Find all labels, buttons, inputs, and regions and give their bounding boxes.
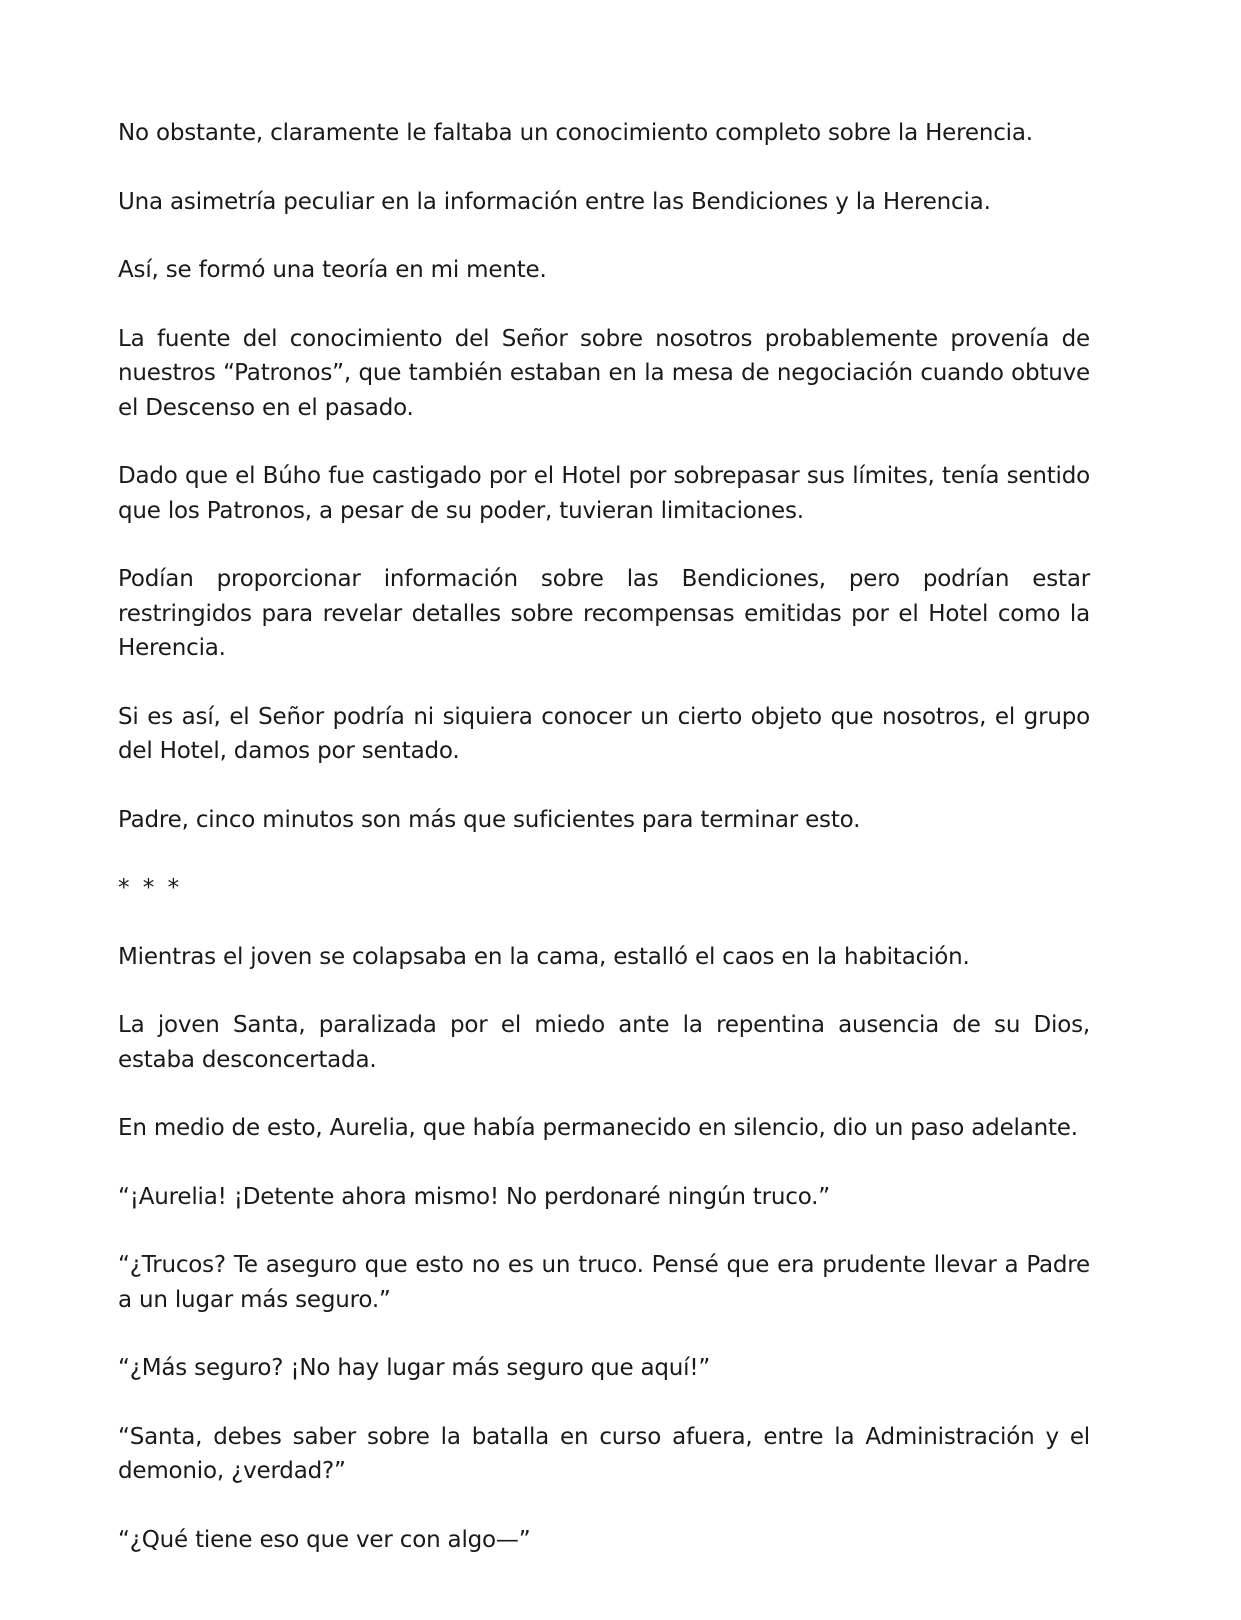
dialogue-paragraph: “¿Trucos? Te aseguro que esto no es un truco. Pensé que era prudente llevar a Padre a un lugar más seguro.” [118, 1252, 1090, 1313]
paragraph: Así, se formó una teoría en mi mente. [118, 257, 547, 283]
paragraph: En medio de esto, Aurelia, que había permanecido en silencio, dio un paso adelante. [118, 1115, 1078, 1141]
paragraph: Podían proporcionar información sobre las Bendiciones, pero podrían estar restringidos para revelar detalles sobre recompensas emitidas por el Hotel como la Herencia. [118, 566, 1090, 661]
scene-separator: * * * [118, 875, 183, 901]
paragraph: La joven Santa, paralizada por el miedo ante la repentina ausencia de su Dios, estaba desconcertada. [118, 1012, 1090, 1073]
document-page [118, 116, 1090, 1591]
dialogue-paragraph: “¡Aurelia! ¡Detente ahora mismo! No perdonaré ningún truco.” [118, 1183, 830, 1210]
dialogue-paragraph: “¿Más seguro? ¡No hay lugar más seguro que aquí!” [118, 1355, 711, 1381]
dialogue-paragraph: “Santa, debes saber sobre la batalla en curso afuera, entre la Administración y el demonio, ¿verdad?” [118, 1423, 1090, 1484]
paragraph: Mientras el joven se colapsaba en la cama, estalló el caos en la habitación. [118, 943, 970, 970]
paragraph: Padre, cinco minutos son más que suficientes para terminar esto. [118, 806, 861, 833]
paragraph: La fuente del conocimiento del Señor sobre nosotros probablemente provenía de nuestros “Patronos”, que también estaban en la mesa de negociación cuando obtuve el Descenso en el pasado. [118, 325, 1090, 421]
paragraph: Dado que el Búho fue castigado por el Hotel por sobrepasar sus límites, tenía sentido que los Patronos, a pesar de su poder, tuvieran limitaciones. [118, 463, 1090, 524]
paragraph: Si es así, el Señor podría ni siquiera conocer un cierto objeto que nosotros, el grupo del Hotel, damos por sentado. [118, 703, 1090, 764]
paragraph: Una asimetría peculiar en la información entre las Bendiciones y la Herencia. [118, 188, 991, 215]
paragraph: No obstante, claramente le faltaba un conocimiento completo sobre la Herencia. [118, 120, 1033, 146]
dialogue-paragraph: “¿Qué tiene eso que ver con algo—” [118, 1526, 531, 1553]
